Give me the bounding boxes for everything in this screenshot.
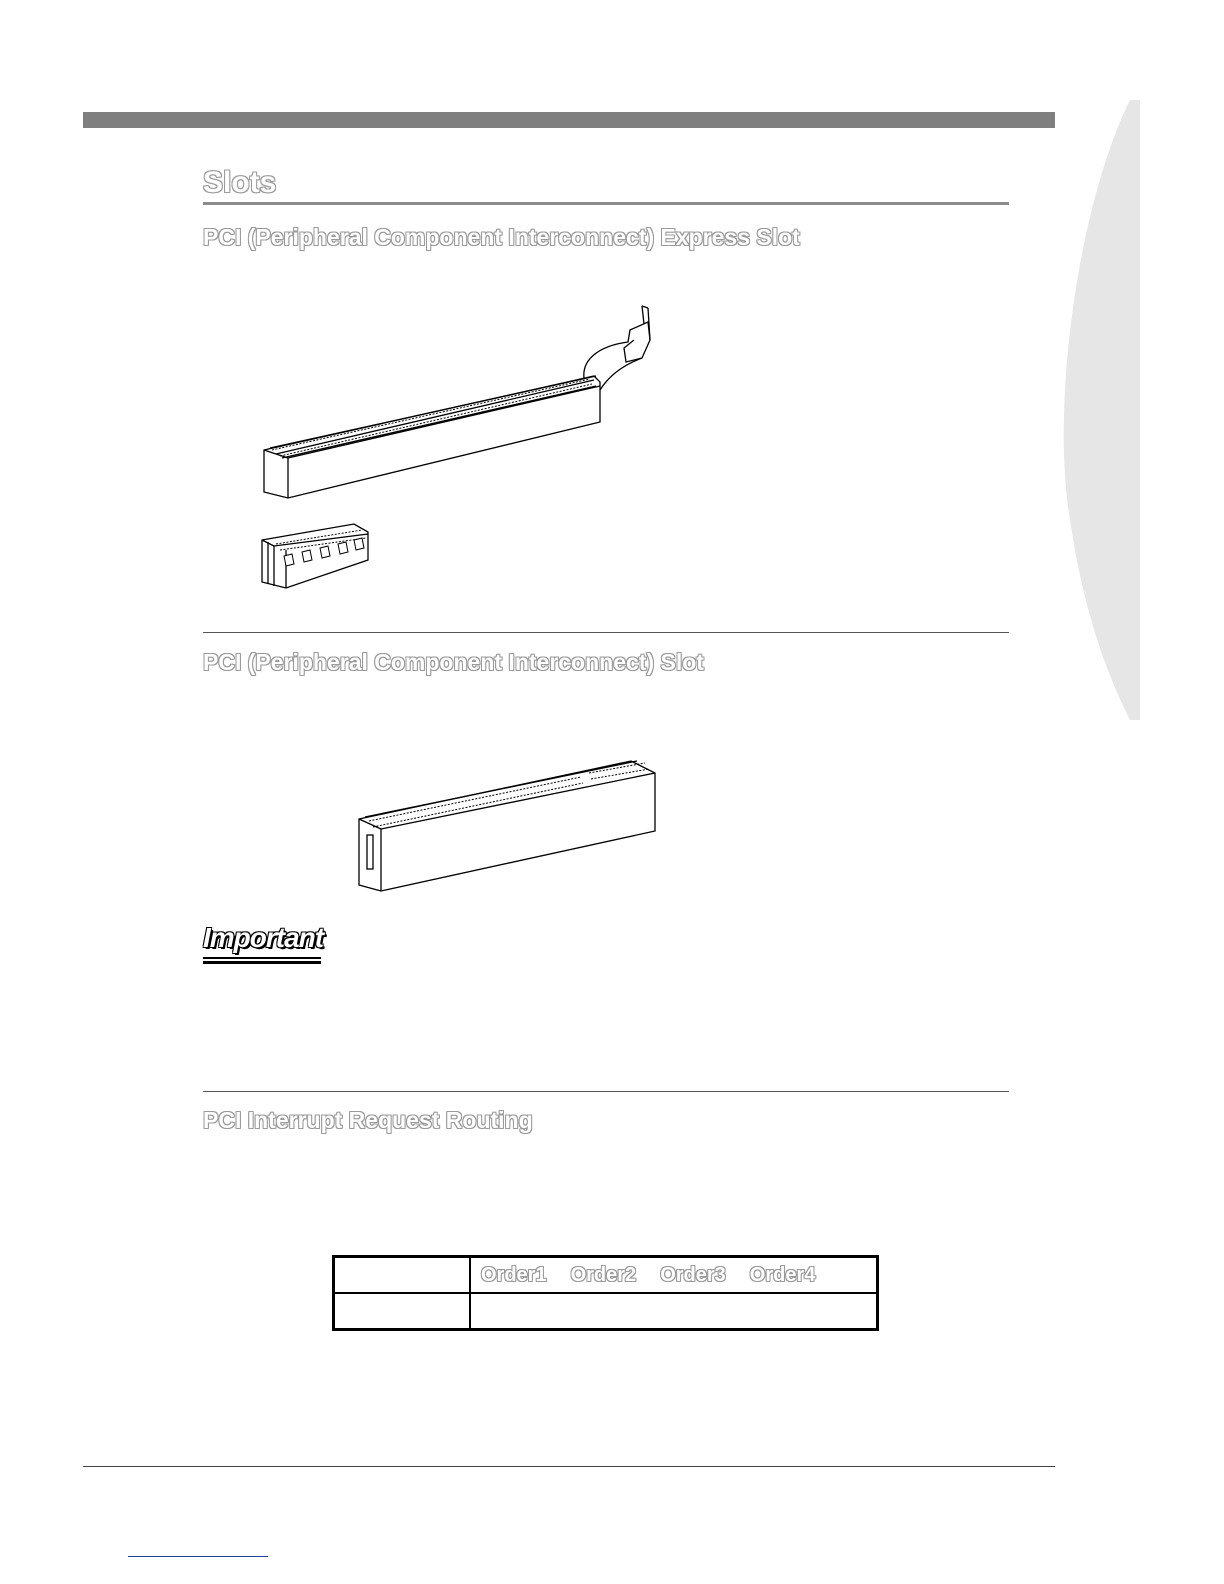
- table-order-headers: [470, 1257, 878, 1294]
- order4-header: Order4: [749, 1263, 816, 1286]
- order2-header: Order2: [570, 1263, 637, 1286]
- section-title: Slots: [203, 166, 277, 199]
- order3-header: Order3: [660, 1263, 726, 1286]
- table-row: [334, 1293, 878, 1330]
- important-underline-thick: [203, 961, 321, 964]
- divider-rule-1: [203, 632, 1009, 633]
- chapter-side-tab: [1060, 100, 1140, 720]
- pcie-x16-slot-drawing: [258, 300, 668, 500]
- title-underline: [203, 202, 1009, 205]
- table-header-empty-cell: [334, 1257, 471, 1294]
- table-row-value-cell: [470, 1293, 878, 1330]
- pcie-heading: PCI (Peripheral Component Interconnect) Express Slot: [203, 224, 800, 250]
- important-label: Important: [203, 922, 324, 953]
- irq-routing-table: [332, 1255, 879, 1331]
- important-underline: [203, 957, 321, 959]
- pci-slot-drawing: [355, 755, 665, 900]
- pci-heading: PCI (Peripheral Component Interconnect) Slot: [203, 649, 704, 675]
- irq-heading: PCI Interrupt Request Routing: [203, 1107, 533, 1133]
- footer-rule: [83, 1466, 1055, 1467]
- order1-header: Order1: [481, 1263, 547, 1286]
- table-row-label-cell: [334, 1293, 471, 1330]
- footer-link-underline: [128, 1556, 268, 1557]
- top-banner-bar: [83, 112, 1055, 128]
- table-header-row: [334, 1257, 878, 1294]
- pcie-x1-slot-drawing: [258, 520, 376, 590]
- divider-rule-2: [203, 1091, 1009, 1092]
